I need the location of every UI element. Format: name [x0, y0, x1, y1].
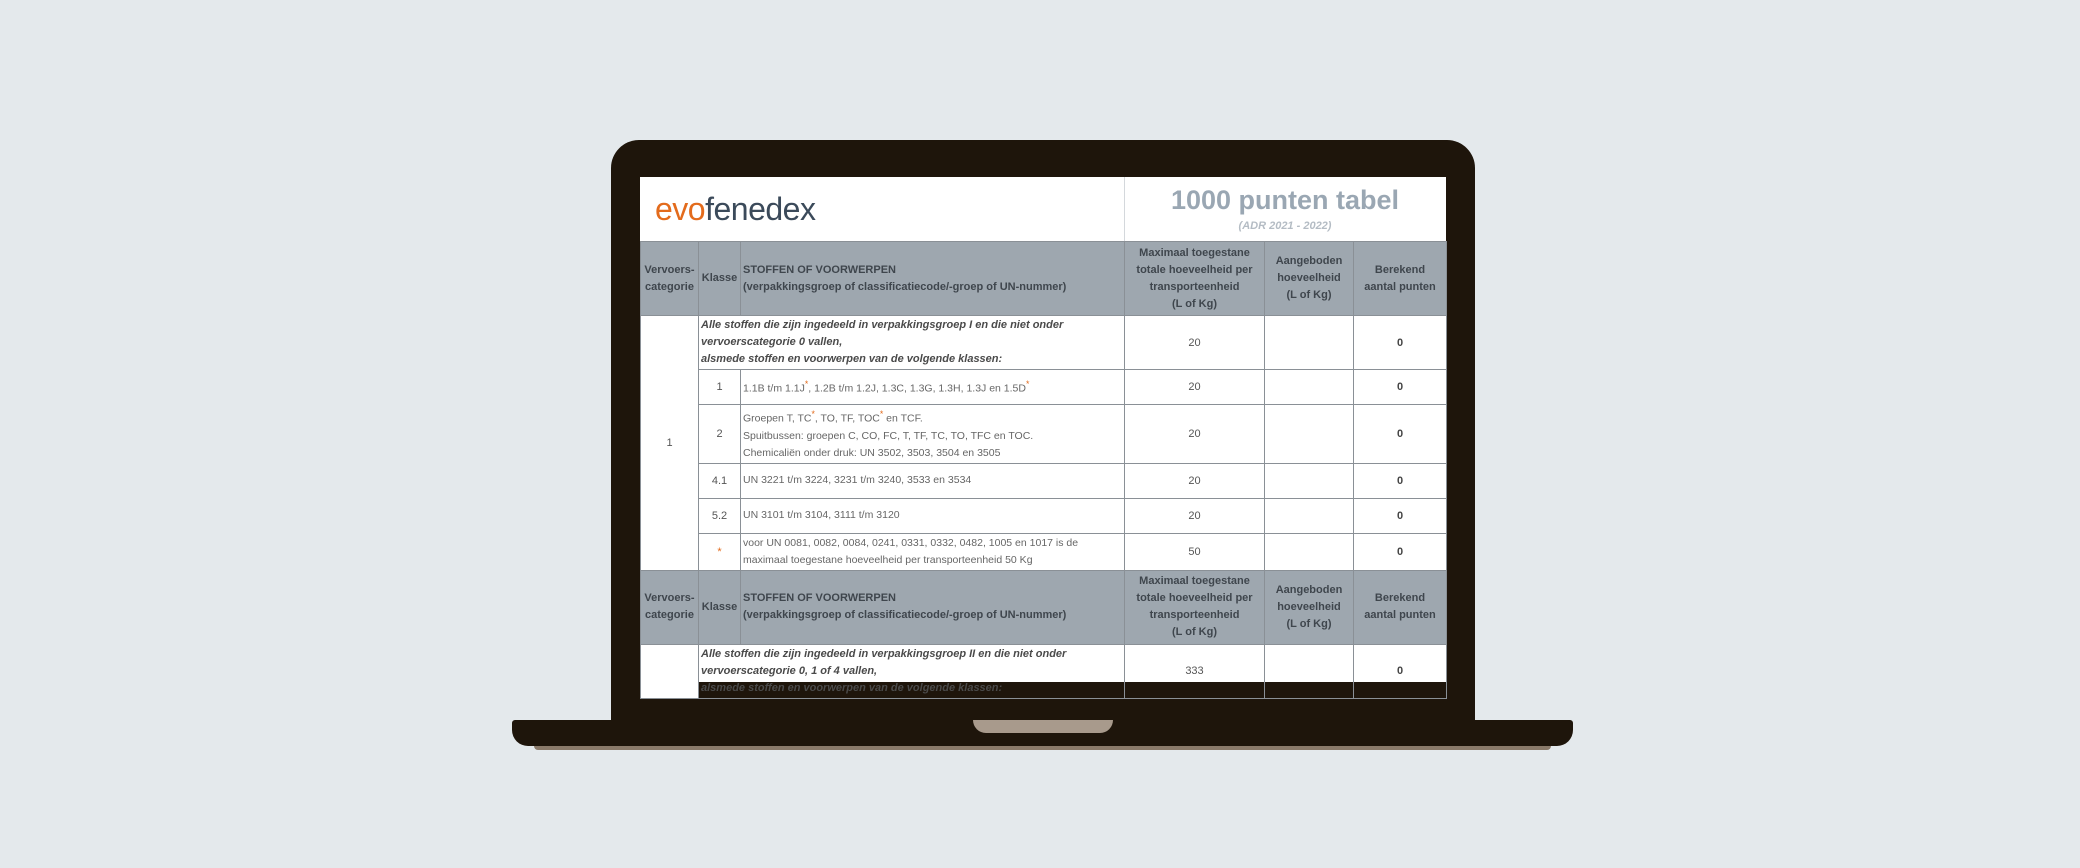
laptop-shadow — [534, 746, 1551, 750]
max-quantity-cell: 20 — [1125, 498, 1265, 533]
header-calculated-points: Berekend aantal punten — [1354, 242, 1447, 316]
laptop-screen — [640, 177, 1446, 694]
header-class: Klasse — [699, 242, 741, 316]
footnote-marker: * — [699, 533, 741, 570]
substance-cell: voor UN 0081, 0082, 0084, 0241, 0331, 0332, 0482, 1005 en 1017 is de maximaal toegestane hoeveelheid per transporteenheid 50 Kg — [741, 533, 1125, 570]
max-quantity-cell: 20 — [1125, 405, 1265, 464]
category-intro: Alle stoffen die zijn ingedeeld in verpakkingsgroep I en die niet onder vervoerscategorie 0 vallen, alsmede stoffen en voorwerpen van de volgende klassen: — [699, 316, 1125, 370]
category-cell: 1 — [641, 316, 699, 571]
substance-cell: UN 3101 t/m 3104, 3111 t/m 3120 — [741, 498, 1125, 533]
offered-quantity-input[interactable] — [1265, 463, 1354, 498]
header-category: Vervoers- categorie — [641, 242, 699, 316]
table-row — [641, 370, 1447, 405]
table-row — [641, 463, 1447, 498]
document-title: 1000 punten tabel — [1170, 185, 1400, 215]
max-quantity-cell: 20 — [1125, 316, 1265, 370]
points-cell: 0 — [1354, 370, 1447, 405]
offered-quantity-input[interactable] — [1265, 498, 1354, 533]
header-max-quantity: Maximaal toegestane totale hoeveelheid per transporteenheid (L of Kg) — [1125, 570, 1265, 644]
header-substances: STOFFEN OF VOORWERPEN (verpakkingsgroep of classificatiecode/-groep of UN-nummer) — [741, 242, 1125, 316]
class-cell: 1 — [699, 370, 741, 405]
header-offered-quantity: Aangeboden hoeveelheid (L of Kg) — [1265, 570, 1354, 644]
offered-quantity-input[interactable] — [1265, 405, 1354, 464]
table-row — [641, 498, 1447, 533]
max-quantity-cell: 50 — [1125, 533, 1265, 570]
points-cell: 0 — [1354, 463, 1447, 498]
class-cell: 5.2 — [699, 498, 741, 533]
offered-quantity-input[interactable] — [1265, 533, 1354, 570]
points-cell: 0 — [1354, 498, 1447, 533]
points-table — [640, 241, 1447, 699]
table-row — [641, 644, 1447, 698]
category-cell — [641, 644, 699, 698]
offered-quantity-input[interactable] — [1265, 644, 1354, 698]
class-cell: 4.1 — [699, 463, 741, 498]
header-max-quantity: Maximaal toegestane totale hoeveelheid per transporteenheid (L of Kg) — [1125, 242, 1265, 316]
max-quantity-cell: 20 — [1125, 370, 1265, 405]
header-category: Vervoers- categorie — [641, 570, 699, 644]
points-cell: 0 — [1354, 533, 1447, 570]
evofenedex-logo: evofenedex — [655, 191, 816, 227]
table-header-row — [641, 570, 1447, 644]
max-quantity-cell: 20 — [1125, 463, 1265, 498]
substance-cell: Groepen T, TC*, TO, TF, TOC* en TCF. Spuitbussen: groepen C, CO, FC, T, TF, TC, TO, TFC en TOC. Chemicaliën onder druk: UN 3502, 3503, 3504 en 3505 — [741, 405, 1125, 464]
table-header-row — [641, 242, 1447, 316]
points-cell: 0 — [1354, 316, 1447, 370]
substance-cell: 1.1B t/m 1.1J*, 1.2B t/m 1.2J, 1.3C, 1.3G, 1.3H, 1.3J en 1.5D* — [741, 370, 1125, 405]
substance-cell: UN 3221 t/m 3224, 3231 t/m 3240, 3533 en 3534 — [741, 463, 1125, 498]
table-row — [641, 405, 1447, 464]
class-cell: 2 — [699, 405, 741, 464]
document-header — [640, 177, 1446, 241]
table-row — [641, 316, 1447, 370]
category-intro: Alle stoffen die zijn ingedeeld in verpakkingsgroep II en die niet onder vervoerscategorie 0, 1 of 4 vallen, alsmede stoffen en voorwerpen van de volgende klassen: — [699, 644, 1125, 698]
offered-quantity-input[interactable] — [1265, 370, 1354, 405]
offered-quantity-input[interactable] — [1265, 316, 1354, 370]
header-substances: STOFFEN OF VOORWERPEN (verpakkingsgroep of classificatiecode/-groep of UN-nummer) — [741, 570, 1125, 644]
document-subtitle: (ADR 2021 - 2022) — [1238, 220, 1332, 232]
header-calculated-points: Berekend aantal punten — [1354, 570, 1447, 644]
points-cell: 0 — [1354, 644, 1447, 698]
max-quantity-cell: 333 — [1125, 644, 1265, 698]
laptop-notch — [973, 720, 1113, 733]
header-offered-quantity: Aangeboden hoeveelheid (L of Kg) — [1265, 242, 1354, 316]
header-class: Klasse — [699, 570, 741, 644]
points-cell: 0 — [1354, 405, 1447, 464]
table-row — [641, 533, 1447, 570]
